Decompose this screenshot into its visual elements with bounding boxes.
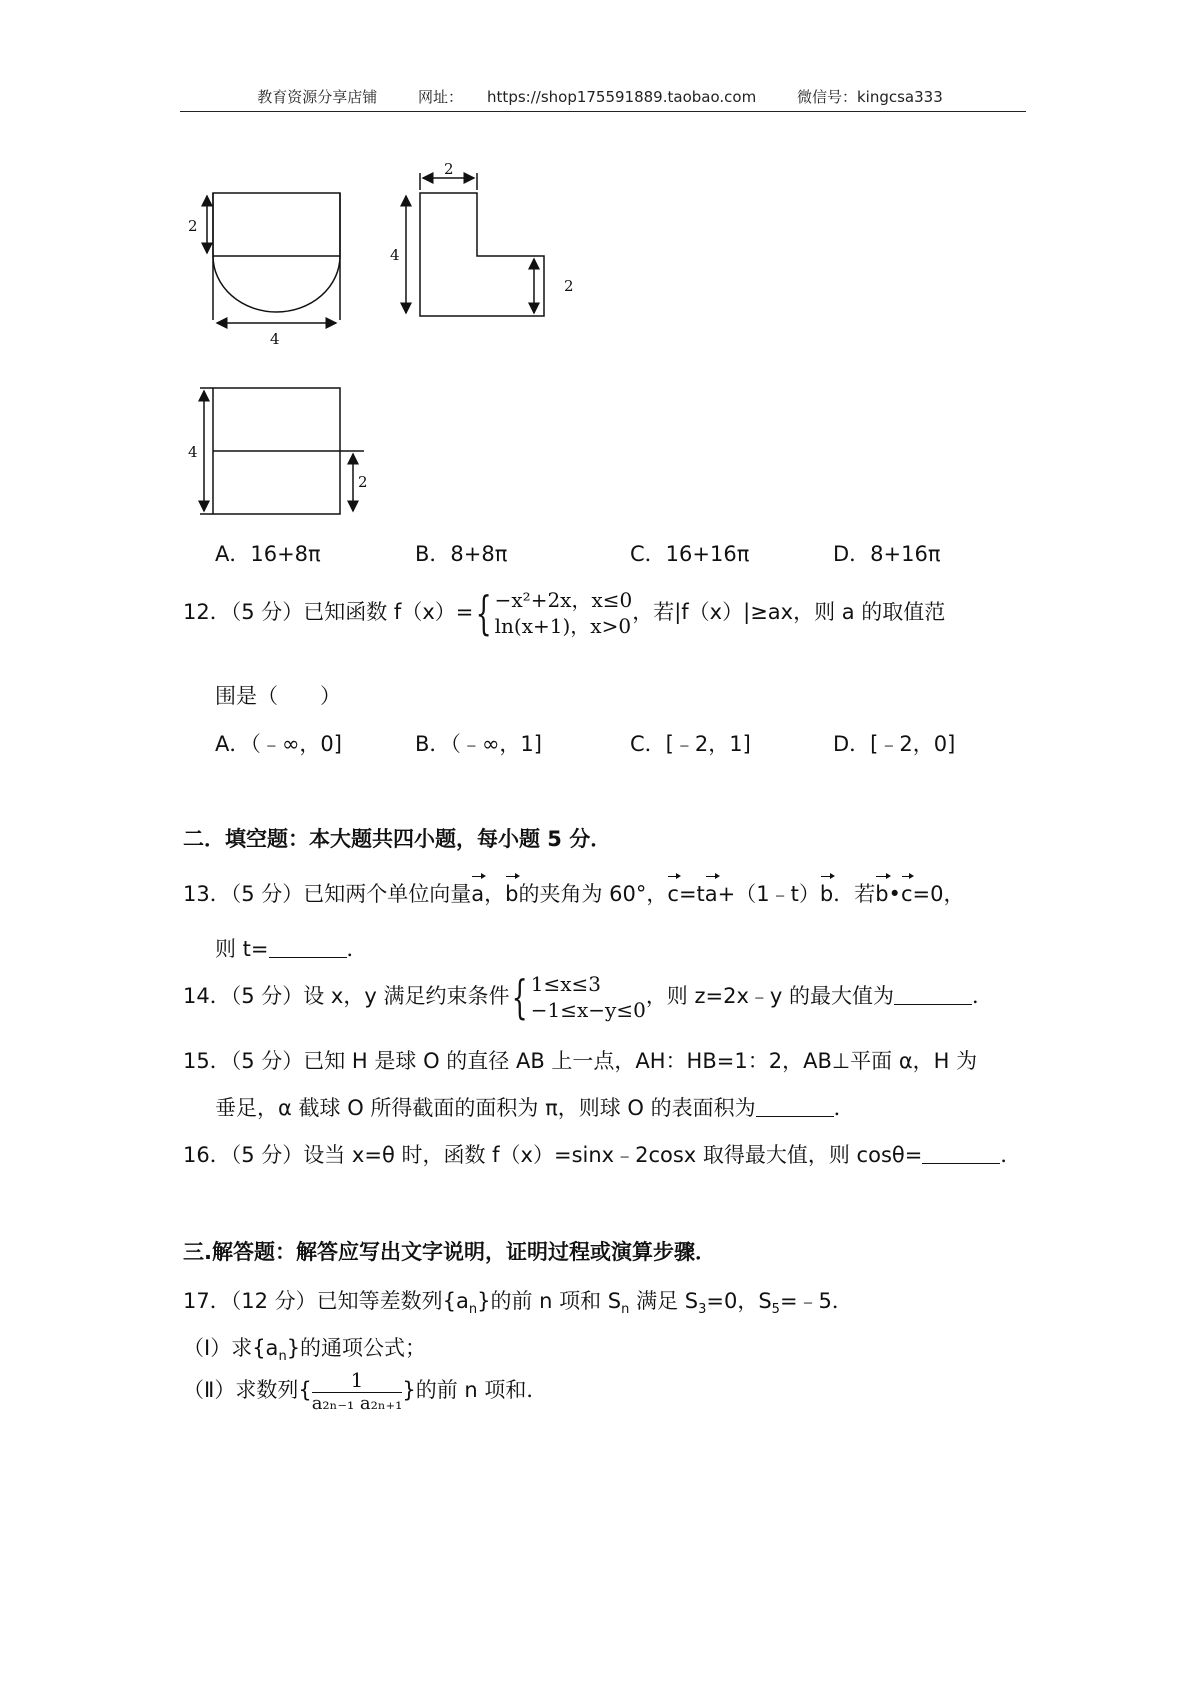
q17-part2-text-a: （Ⅱ）求数列{ [183,1378,312,1402]
q14-answer-blank[interactable] [894,986,972,1005]
vector-c-2: c [900,882,913,906]
q11-option-b[interactable]: B．8+8π [415,542,508,566]
top-view [200,388,364,514]
q12-line-2: 围是（ ） [215,684,341,708]
q17-part1-text-a: （Ⅰ）求{a [183,1336,279,1360]
side-height-label: 4 [390,246,400,264]
q13-text-4: +（1﹣t） [717,882,820,906]
top-step-label: 2 [358,473,368,491]
site-url[interactable]: https://shop175591889.taobao.com [487,88,757,106]
question-13 [183,878,964,908]
q15-text: 垂足，α 截球 O 所得截面的面积为 π，则球 O 的表面积为 [215,1096,756,1120]
dot-operator: • [888,882,901,906]
fraction-denominator: a₂ₙ₋₁ a₂ₙ₊₁ [311,1393,403,1414]
fraction-numerator: 1 [312,1368,403,1393]
q17-sub-5: 5 [771,1302,780,1317]
question-14 [183,971,993,1023]
q12-option-b[interactable]: B．（﹣∞，1] [415,732,542,756]
q12-case-2: ln(x+1)，x>0 [494,614,632,638]
q15-line-2 [215,1092,855,1122]
side-view [406,173,544,316]
q11-option-c[interactable]: C．16+16π [630,542,750,566]
q17-text-4: =0，S [706,1289,772,1313]
q15-end: ． [833,1096,855,1120]
side-top-width-label: 2 [444,160,454,178]
q13-text-2: 的夹角为 60°， [518,882,668,906]
q14-constraints [531,971,646,1023]
q17-part-1 [183,1332,426,1364]
q14-end: ． [972,984,993,1008]
vector-b-2: b [819,882,834,906]
q15-line-1: 15．（5 分）已知 H 是球 O 的直径 AB 上一点，AH：HB=1：2，AB⊥平面 α，H 为 [183,1049,978,1073]
q14-constraint-1: 1≤x≤3 [530,972,601,996]
vector-a-2: a [704,882,718,906]
site-label: 网址： [418,88,464,106]
q17-text-5: =﹣5． [779,1289,853,1313]
q17-part1-text-b: }的通项公式； [286,1336,427,1360]
q16-text: 16．（5 分）设当 x=θ 时，函数 f（x）=sinx﹣2cosx 取得最大值，则 cosθ= [183,1143,923,1167]
side-step-label: 2 [564,277,574,295]
q13-text-6: =0， [912,882,965,906]
top-height-label: 4 [188,443,198,461]
q17-text-2: }的前 n 项和 S [477,1289,622,1313]
q12-case-1: −x²+2x，x≤0 [494,588,633,612]
q13-text-5: ．若 [833,882,876,906]
three-view-figure [180,160,600,520]
front-width-label: 4 [270,330,280,348]
q12-option-a[interactable]: A．（﹣∞，0] [215,732,342,756]
q11-option-a[interactable]: A．16+8π [215,542,321,566]
vector-b-3: b [875,882,889,906]
front-view [207,193,340,323]
q14-brace: { [512,970,529,1024]
q17-sub-n1: n [468,1302,478,1317]
q17-text-3: 满足 S [629,1289,699,1313]
q13-answer-blank[interactable] [269,939,347,958]
vector-a: a [471,882,485,906]
q12-option-d[interactable]: D．[﹣2，0] [833,732,956,756]
front-height-label: 2 [188,217,198,235]
q12-brace: { [475,586,493,640]
q14-suffix: ，则 z=2x﹣y 的最大值为 [645,984,894,1008]
question-16 [183,1139,1021,1169]
q12-piecewise [495,587,633,639]
q13-sep: ， [484,882,506,906]
q17-sub-3: 3 [698,1302,707,1317]
q11-option-d[interactable]: D．8+16π [833,542,941,566]
header-rule [180,111,1026,112]
q13-text-1: 13．（5 分）已知两个单位向量 [183,882,472,906]
q17-part1-sub: n [278,1349,287,1364]
q13-line-2 [215,933,368,963]
q16-answer-blank[interactable] [922,1145,1000,1164]
vector-c: c [667,882,679,906]
q17-text-1: 17．（12 分）已知等差数列{a [183,1289,469,1313]
q17-part-2 [183,1368,547,1414]
page-header [0,86,1200,107]
q12-option-c[interactable]: C．[﹣2，1] [630,732,751,756]
q13-answer-prefix: 则 t= [215,937,269,961]
q12-prefix: 12．（5 分）已知函数 f（x）= [183,600,474,624]
question-17 [183,1285,853,1317]
q17-fraction [312,1368,403,1414]
q16-end: ． [1000,1143,1022,1167]
q15-answer-blank[interactable] [756,1098,834,1117]
q14-prefix: 14．（5 分）设 x，y 满足约束条件 [183,984,510,1008]
vector-b: b [505,882,519,906]
shop-name: 教育资源分享店铺 [257,88,378,106]
q14-constraint-2: −1≤x−y≤0 [530,998,646,1022]
q17-part2-text-b: }的前 n 项和． [402,1378,548,1402]
question-12 [183,587,945,639]
q13-text-3: =t [678,882,705,906]
section-2-heading: 二．填空题：本大题共四小题，每小题 5 分． [183,827,612,851]
q12-suffix: ，若|f（x）|≥ax，则 a 的取值范 [632,600,946,624]
wechat-id: 微信号：kingcsa333 [796,88,943,106]
q13-end: ． [346,937,368,961]
q17-sub-n2: n [621,1302,630,1317]
section-3-heading: 三.解答题：解答应写出文字说明，证明过程或演算步骤． [183,1240,716,1264]
